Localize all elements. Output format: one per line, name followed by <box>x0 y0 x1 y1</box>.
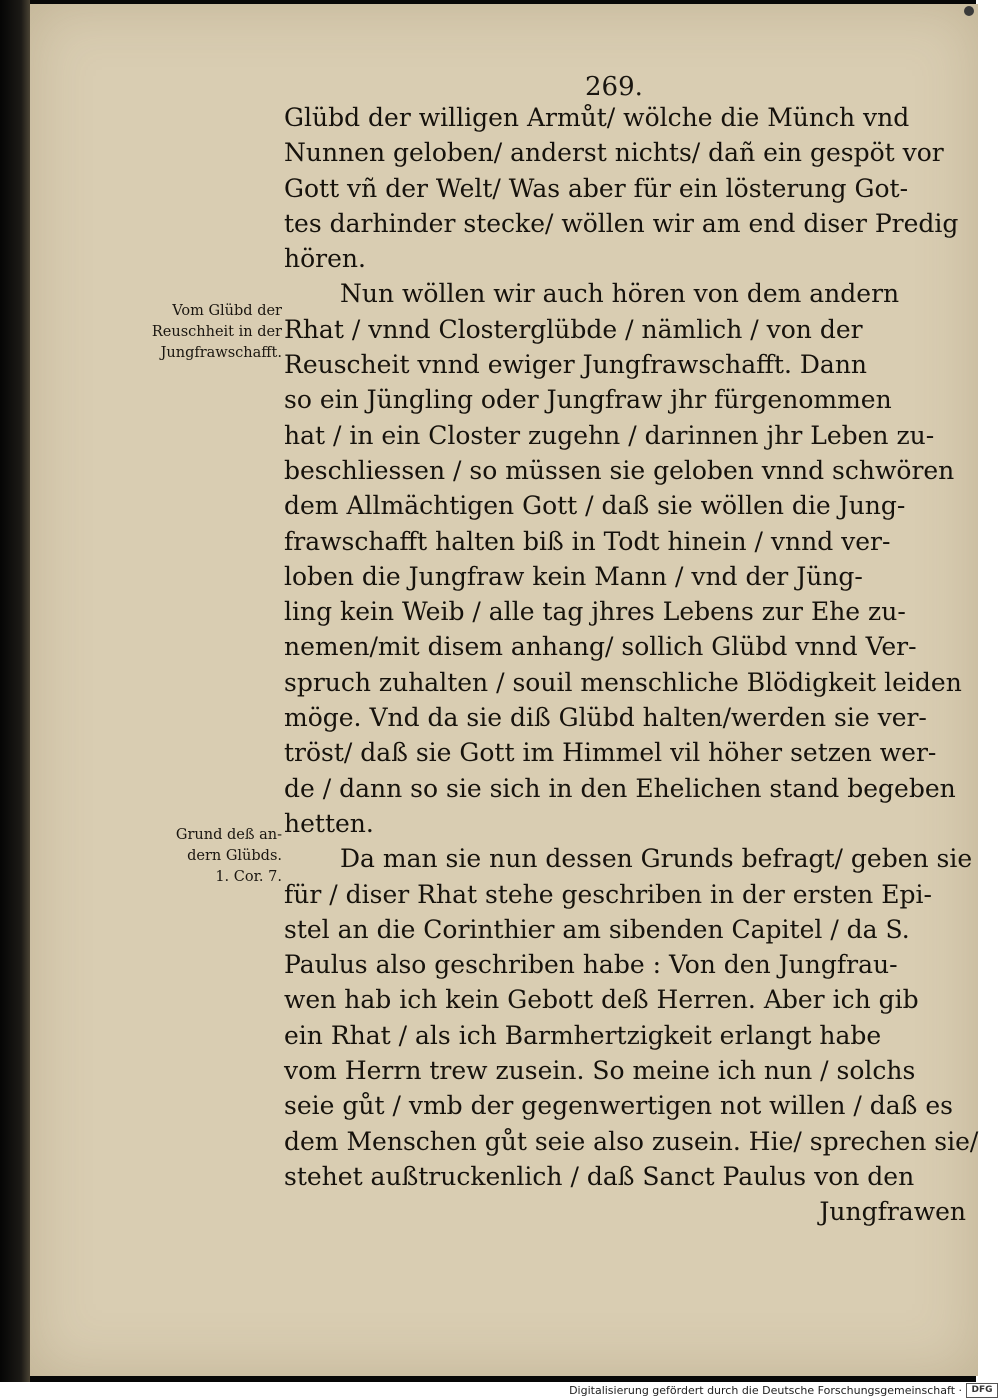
text-line: Gott vñ der Welt/ Was aber für ein lösterung Got- <box>284 173 909 203</box>
text-line: Rhat / vnnd Closterglübde / nämlich / von der <box>284 314 863 344</box>
text-line: hetten. <box>284 808 374 838</box>
text-line: so ein Jüngling oder Jungfraw jhr fürgenommen <box>284 385 892 415</box>
text-line: Paulus also geschriben habe : Von den Jungfrau- <box>284 950 898 980</box>
text-line: nemen/mit disem anhang/ sollich Glübd vnnd Ver- <box>284 632 917 662</box>
main-text-block <box>284 100 979 1230</box>
catchword: Jungfrawen <box>819 1197 966 1227</box>
margin-note-line: Grund deß an- <box>175 827 282 843</box>
text-line: für / diser Rhat stehe geschriben in der ersten Epi- <box>284 879 932 909</box>
text-line: spruch zuhalten / souil menschliche Blödigkeit leiden <box>284 667 962 697</box>
margin-note-vows-chastity <box>104 301 282 364</box>
text-line: tröst/ daß sie Gott im Himmel vil höher setzen wer- <box>284 738 937 768</box>
text-line: Nun wöllen wir auch hören von dem andern <box>340 279 900 309</box>
scan-corner-mark <box>964 6 974 16</box>
text-line: hat / in ein Closter zugehn / darinnen jhr Leben zu- <box>284 420 935 450</box>
binding-shadow <box>0 0 30 1382</box>
text-line: hören. <box>284 244 366 274</box>
text-line: tes darhinder stecke/ wöllen wir am end diser Predig <box>284 208 959 238</box>
text-line: stehet außtruckenlich / daß Sanct Paulus von den <box>284 1161 915 1191</box>
funding-credit: Digitalisierung gefördert durch die Deutsche Forschungsgemeinschaft · <box>569 1384 962 1397</box>
text-line: Da man sie nun dessen Grunds befragt/ geben sie <box>340 844 973 874</box>
text-line: dem Allmächtigen Gott / daß sie wöllen die Jung- <box>284 491 906 521</box>
text-line: möge. Vnd da sie diß Glübd halten/werden sie ver- <box>284 703 927 733</box>
text-line: stel an die Corinthier am sibenden Capitel / da S. <box>284 914 910 944</box>
text-line: ein Rhat / als ich Barmhertzigkeit erlangt habe <box>284 1020 882 1050</box>
text-line: Nunnen geloben/ anderst nichts/ dañ ein gespöt vor <box>284 138 944 168</box>
margin-note-line: Jungfrawschafft. <box>160 345 282 361</box>
footer-bar <box>0 1382 1000 1400</box>
text-line: Glübd der willigen Armůt/ wölche die Münch vnd <box>284 103 910 132</box>
text-line: wen hab ich kein Gebott deß Herren. Aber ich gib <box>284 985 919 1015</box>
text-line: beschliessen / so müssen sie geloben vnnd schwören <box>284 455 955 485</box>
margin-note-line: Reuschheit in der <box>151 324 282 340</box>
text-line: ling kein Weib / alle tag jhres Lebens zur Ehe zu- <box>284 597 906 627</box>
margin-note-line: 1. Cor. 7. <box>215 869 282 885</box>
margin-note-line: dern Glübds. <box>187 848 282 864</box>
text-line: Reuscheit vnnd ewiger Jungfrawschafft. Dann <box>284 350 868 380</box>
text-line: loben die Jungfraw kein Mann / vnd der Jüng- <box>284 561 863 591</box>
text-line: de / dann so sie sich in den Ehelichen stand begeben <box>284 773 956 803</box>
margin-note-line: Vom Glübd der <box>172 303 282 319</box>
text-line: seie gůt / vmb der gegenwertigen not willen / daß es <box>284 1091 953 1121</box>
page-number: 269. <box>585 72 643 102</box>
text-line: frawschafft halten biß in Todt hinein / vnnd ver- <box>284 526 891 556</box>
text-line: vom Herrn trew zusein. So meine ich nun / solchs <box>284 1056 916 1086</box>
margin-note-second-vow <box>104 825 282 888</box>
text-line: dem Menschen gůt seie also zusein. Hie/ sprechen sie/ <box>284 1126 979 1156</box>
dfg-logo-icon: DFG <box>966 1383 998 1398</box>
